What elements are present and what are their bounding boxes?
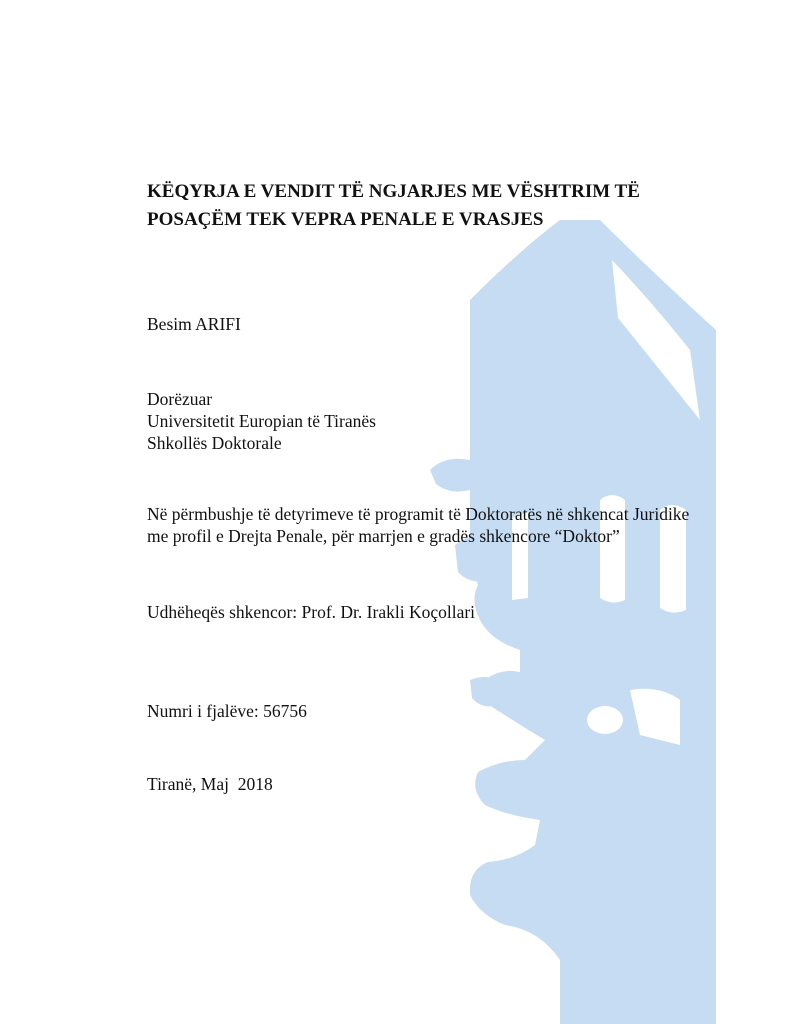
thesis-title-line-2: POSAÇËM TEK VEPRA PENALE E VRASJES [147,209,544,230]
supervisor-line: Udhëheqës shkencor: Prof. Dr. Irakli Koçollari [147,602,476,622]
thesis-title-line-1: KËQYRJA E VENDIT TË NGJARJES ME VËSHTRIM TË [147,181,640,202]
submission-block [147,388,376,454]
submission-line-1: Dorëzuar [147,389,213,409]
submission-line-3: Shkollës Doktorale [147,433,282,453]
submission-line-2: Universitetit Europian të Tiranës [147,411,376,431]
author-name: Besim ARIFI [147,314,241,334]
purpose-line-1: Në përmbushje të detyrimeve të programit të Doktoratës në shkencat Juridike [147,504,690,524]
purpose-line-2: me profil e Drejta Penale, për marrjen e gradës shkencore “Doktor” [147,526,620,546]
purpose-statement [147,503,689,547]
word-count: Numri i fjalëve: 56756 [147,701,307,721]
thesis-title [147,178,747,234]
place-and-date: Tiranë, Maj 2018 [147,774,273,794]
